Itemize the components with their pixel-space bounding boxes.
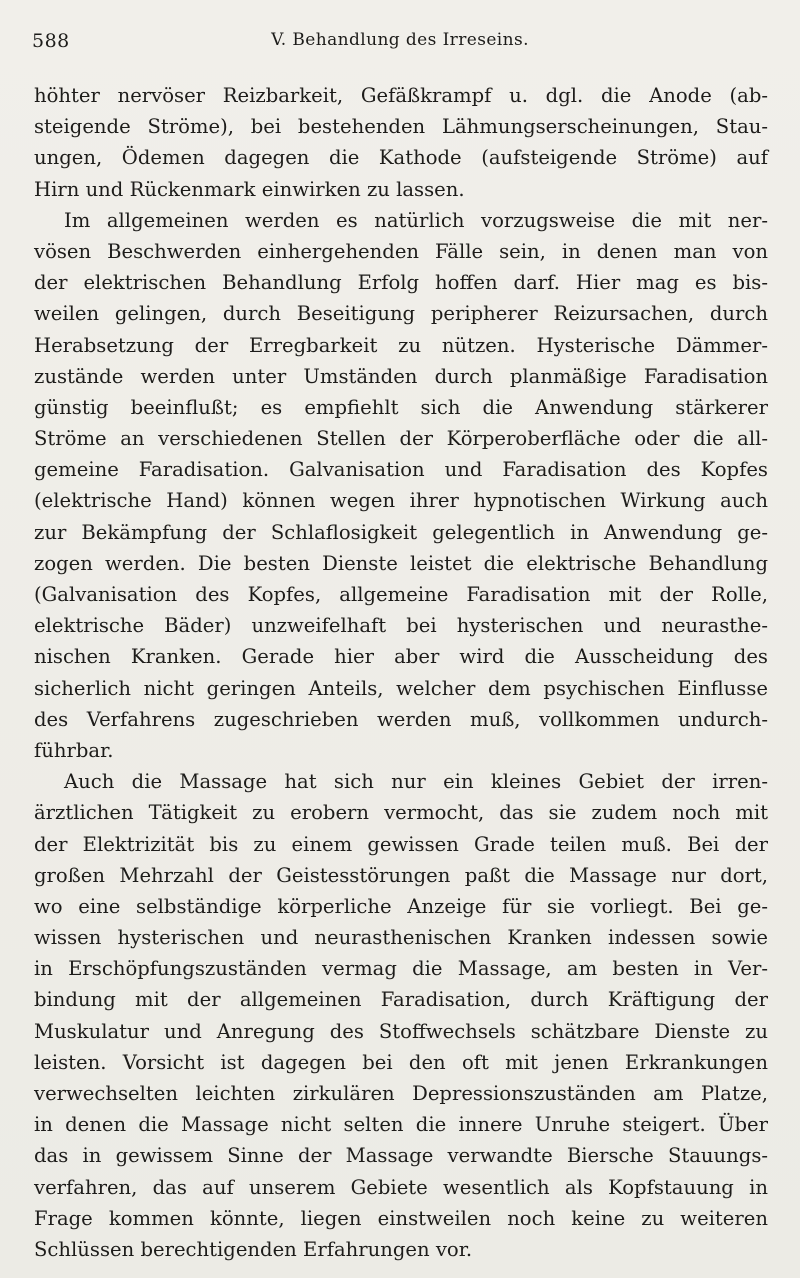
text-line: verfahren, das auf unserem Gebiete wesentlich als Kopfstauung in [34,1175,768,1199]
text-line: zur Bekämpfung der Schlaflosigkeit gelegentlich in Anwendung ge- [34,520,768,544]
text-line: ungen, Ödemen dagegen die Kathode (aufsteigende Ströme) auf [34,146,768,170]
text-line: ärztlichen Tätigkeit zu erobern vermocht, das sie zudem noch mit [34,801,768,825]
text-line: Muskulatur und Anregung des Stoffwechsels schätzbare Dienste zu [34,1019,768,1043]
text-line: leisten. Vorsicht ist dagegen bei den oft mit jenen Erkrankungen [34,1050,768,1074]
text-line: Frage kommen könnte, liegen einstweilen noch keine zu weiteren [34,1206,768,1230]
text-line: günstig beeinflußt; es empfiehlt sich die Anwendung stärkerer [34,395,768,419]
paragraph-3 [34,766,768,1265]
text-line: steigende Ströme), bei bestehenden Lähmungserscheinungen, Stau- [34,115,768,139]
text-line: elektrische Bäder) unzweifelhaft bei hysterischen und neurasthe- [34,614,768,638]
text-line: höhter nervöser Reizbarkeit, Gefäßkrampf u. dgl. die Anode (ab- [34,84,768,107]
text-line: gemeine Faradisation. Galvanisation und Faradisation des Kopfes [34,458,768,482]
text-line: Schlüssen berechtigenden Erfahrungen vor. [34,1237,473,1261]
text-line: in Erschöpfungszuständen vermag die Massage, am besten in Ver- [34,957,768,981]
text-line: der Elektrizität bis zu einem gewissen Grade teilen muß. Bei der [34,832,768,856]
text-line: Hirn und Rückenmark einwirken zu lassen. [34,177,465,201]
text-line: sicherlich nicht geringen Anteils, welcher dem psychischen Einflusse [34,676,768,700]
text-line: vösen Beschwerden einhergehenden Fälle sein, in denen man von [34,239,768,263]
text-line: Auch die Massage hat sich nur ein kleines Gebiet der irren- [64,770,768,794]
text-line: Ströme an verschiedenen Stellen der Körperoberfläche oder die all- [34,427,768,451]
text-line: zustände werden unter Umständen durch planmäßige Faradisation [34,364,768,388]
text-line: in denen die Massage nicht selten die innere Unruhe steigert. Über [34,1113,768,1137]
page-header [30,30,770,60]
text-line: bindung mit der allgemeinen Faradisation, durch Kräftigung der [34,988,768,1012]
text-line: (Galvanisation des Kopfes, allgemeine Faradisation mit der Rolle, [34,583,768,606]
text-line: der elektrischen Behandlung Erfolg hoffen darf. Hier mag es bis- [34,271,768,295]
text-line: das in gewissem Sinne der Massage verwandte Biersche Stauungs- [34,1144,768,1168]
text-line: großen Mehrzahl der Geistesstörungen paßt die Massage nur dort, [34,863,768,887]
text-line: weilen gelingen, durch Beseitigung peripherer Reizursachen, durch [34,302,768,326]
text-line: wo eine selbständige körperliche Anzeige für sie vorliegt. Bei ge- [34,894,768,918]
text-line: nischen Kranken. Gerade hier aber wird die Ausscheidung des [34,645,768,669]
body-text [34,80,768,1265]
page-number: 588 [32,30,70,52]
text-line: des Verfahrens zugeschrieben werden muß, vollkommen undurch- [34,707,768,731]
text-line: Im allgemeinen werden es natürlich vorzugsweise die mit ner- [64,208,768,232]
text-line: führbar. [34,738,114,762]
text-line: Herabsetzung der Erregbarkeit zu nützen. Hysterische Dämmer- [34,333,768,357]
text-line: wissen hysterischen und neurasthenischen Kranken indessen sowie [34,926,768,950]
paragraph-1 [34,80,768,205]
text-line: zogen werden. Die besten Dienste leistet die elektrische Behandlung [34,551,768,575]
text-line: verwechselten leichten zirkulären Depressionszuständen am Platze, [34,1082,768,1105]
text-line: (elektrische Hand) können wegen ihrer hypnotischen Wirkung auch [34,489,768,513]
running-title: V. Behandlung des Irreseins. [271,30,529,50]
paragraph-2 [34,205,768,766]
